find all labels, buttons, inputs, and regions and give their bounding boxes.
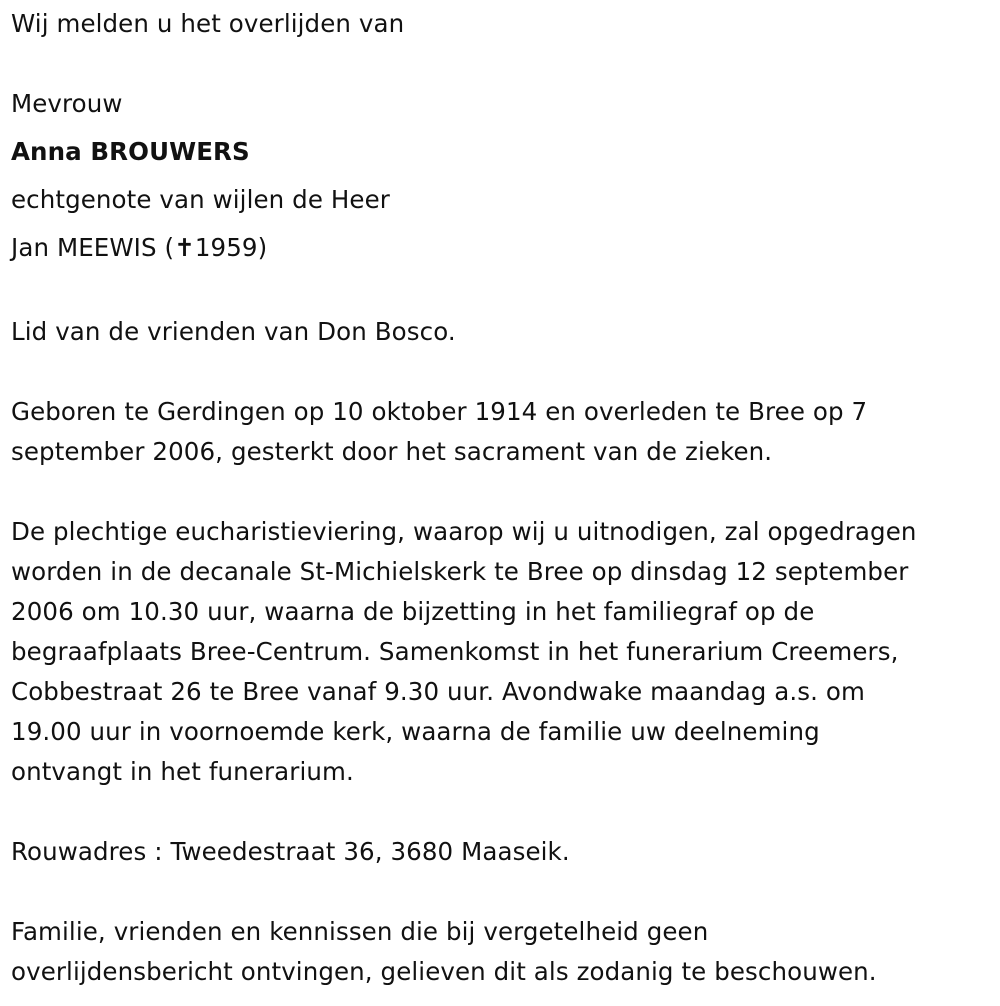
paragraph-line: 2006 om 10.30 uur, waarna de bijzetting in het familiegraf op de (11, 597, 815, 626)
paragraph-line: Familie, vrienden en kennissen die bij vergetelheid geen (11, 917, 709, 946)
paragraph-line: begraafplaats Bree-Centrum. Samenkomst in het funerarium Creemers, (11, 637, 899, 666)
paragraph-line: Cobbestraat 26 te Bree vanaf 9.30 uur. Avondwake maandag a.s. om (11, 677, 865, 706)
paragraph-line: overlijdensbericht ontvingen, gelieven dit als zodanig te beschouwen. (11, 957, 877, 986)
paragraph-line: Geboren te Gerdingen op 10 oktober 1914 en overleden te Bree op 7 (11, 397, 868, 426)
person-block (11, 80, 996, 272)
paragraph-line: september 2006, gesterkt door het sacrament van de zieken. (11, 437, 773, 466)
paragraph-line: worden in de decanale St-Michielskerk te Bree op dinsdag 12 september (11, 557, 909, 586)
person-title: Mevrouw (11, 89, 123, 118)
membership-text: Lid van de vrienden van Don Bosco. (11, 317, 456, 346)
mourning-address: Rouwadres : Tweedestraat 36, 3680 Maaseik. (11, 837, 570, 866)
birth-death-paragraph (11, 392, 996, 472)
paragraph-line: 19.00 uur in voornoemde kerk, waarna de familie uw deelneming (11, 717, 820, 746)
closing-paragraph (11, 912, 996, 992)
obituary-document (11, 0, 996, 992)
paragraph-line: ontvangt in het funerarium. (11, 757, 354, 786)
paragraph-line: De plechtige eucharistieviering, waarop wij u uitnodigen, zal opgedragen (11, 517, 917, 546)
person-relation: echtgenote van wijlen de Heer (11, 185, 390, 214)
ceremony-paragraph (11, 512, 996, 792)
intro-text: Wij melden u het overlijden van (11, 9, 405, 38)
spouse-name: Jan MEEWIS (✝1959) (11, 233, 268, 262)
person-name: Anna BROUWERS (11, 137, 250, 166)
